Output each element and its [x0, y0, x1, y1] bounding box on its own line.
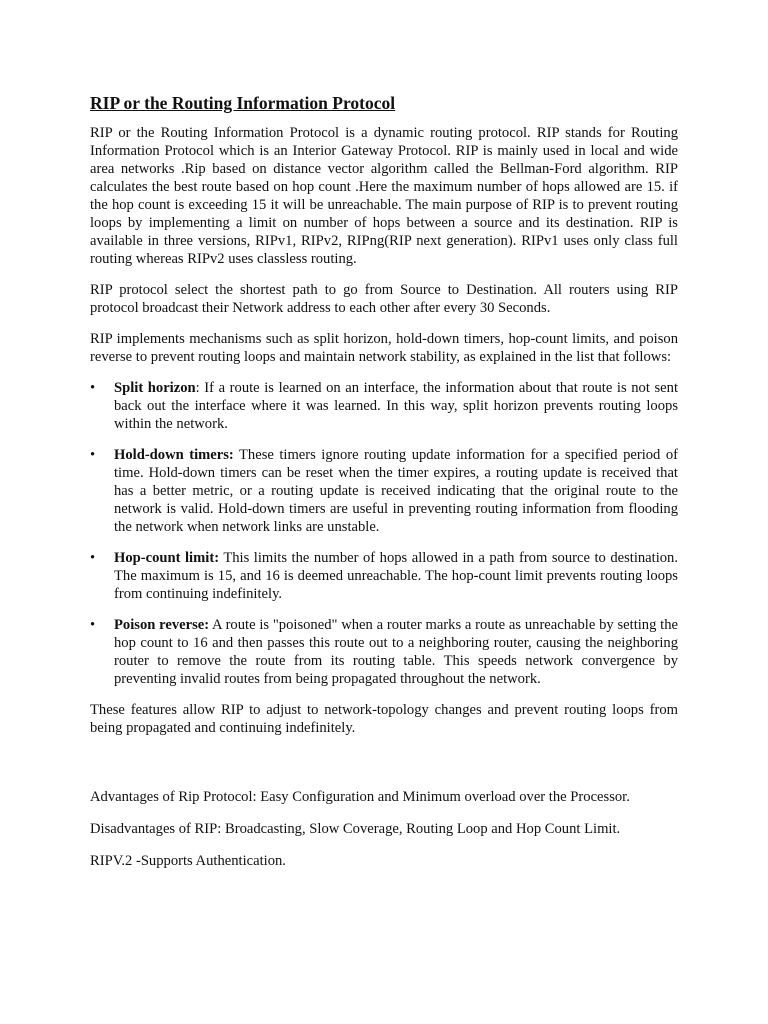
feature-term: Poison reverse:: [114, 617, 210, 633]
disadvantages-line: Disadvantages of RIP: Broadcasting, Slow Coverage, Routing Loop and Hop Count Limit.: [90, 821, 621, 837]
feature-description: This limits the number of hops allowed in a path from source to destination. The maximum is 15, and 16 is deemed unreachable. The hop-count limit prevents routing loops from continuing indefinitely.: [114, 550, 679, 602]
ripv2-line: RIPV.2 -Supports Authentication.: [90, 853, 286, 869]
bullet-icon: •: [90, 617, 96, 633]
feature-description: A route is "poisoned" when a router marks a route as unreachable by setting the hop count to 16 and then passes this route out to a neighboring router, causing the neighboring router to remove the route from its routing table. This speeds network convergence by preventing invalid routes from being propagated throughout the network.: [114, 617, 678, 687]
feature-term: Split horizon: [114, 380, 196, 396]
bullet-icon: •: [90, 550, 96, 566]
features-list: [90, 379, 678, 688]
blank-space: [90, 750, 678, 788]
feature-separator: :: [195, 380, 200, 396]
feature-description: If a route is learned on an interface, the information about that route is not sent back out the interface where it was learned. In this way, split horizon prevents routing loops within the network.: [114, 380, 679, 432]
document-title: RIP or the Routing Information Protocol: [90, 93, 396, 113]
mechanisms-paragraph: RIP implements mechanisms such as split horizon, hold-down timers, hop-count limits, and poison reverse to prevent routing loops and maintain network stability, as explained in the list that follows:: [90, 331, 678, 365]
feature-term: Hop-count limit:: [114, 550, 220, 566]
feature-description: These timers ignore routing update information for a specified period of time. Hold-down timers can be reset when the timer expires, a routing update is received that has a better metric, or a routing update is received indicating that the original route to the network is valid. Hold-down timers are useful in preventing routing information from flooding the network when network links are unstable.: [114, 447, 678, 535]
summary-paragraph: These features allow RIP to adjust to network-topology changes and prevent routing loops from being propagated and continuing indefinitely.: [90, 702, 678, 736]
feature-term: Hold-down timers:: [114, 447, 234, 463]
advantages-line: Advantages of Rip Protocol: Easy Configuration and Minimum overload over the Processor.: [90, 789, 630, 805]
list-item-hop-count-limit: [90, 549, 678, 603]
bullet-icon: •: [90, 380, 96, 396]
intro-paragraph: RIP or the Routing Information Protocol is a dynamic routing protocol. RIP stands for Routing Information Protocol which is an Interior Gateway Protocol. RIP is mainly used in local and wide area networks .Rip based on distance vector algorithm called the Bellman-Ford algorithm. RIP calculates the best route based on hop count .Here the maximum number of hops allowed are 15. if the hop count is exceeding 15 it will be unreachable. The main purpose of RIP is to prevent routing loops by implementing a limit on number of hops between a source and its destination. RIP is available in three versions, RIPv1, RIPv2, RIPng(RIP next generation). RIPv1 uses only class full routing whereas RIPv2 uses classless routing.: [90, 125, 678, 267]
bullet-icon: •: [90, 447, 96, 463]
shortest-path-paragraph: RIP protocol select the shortest path to go from Source to Destination. All routers using RIP protocol broadcast their Network address to each other after every 30 Seconds.: [90, 282, 678, 316]
list-item-split-horizon: [90, 379, 678, 433]
list-item-poison-reverse: [90, 616, 678, 688]
document-page: [90, 92, 678, 884]
list-item-hold-down-timers: [90, 446, 678, 536]
